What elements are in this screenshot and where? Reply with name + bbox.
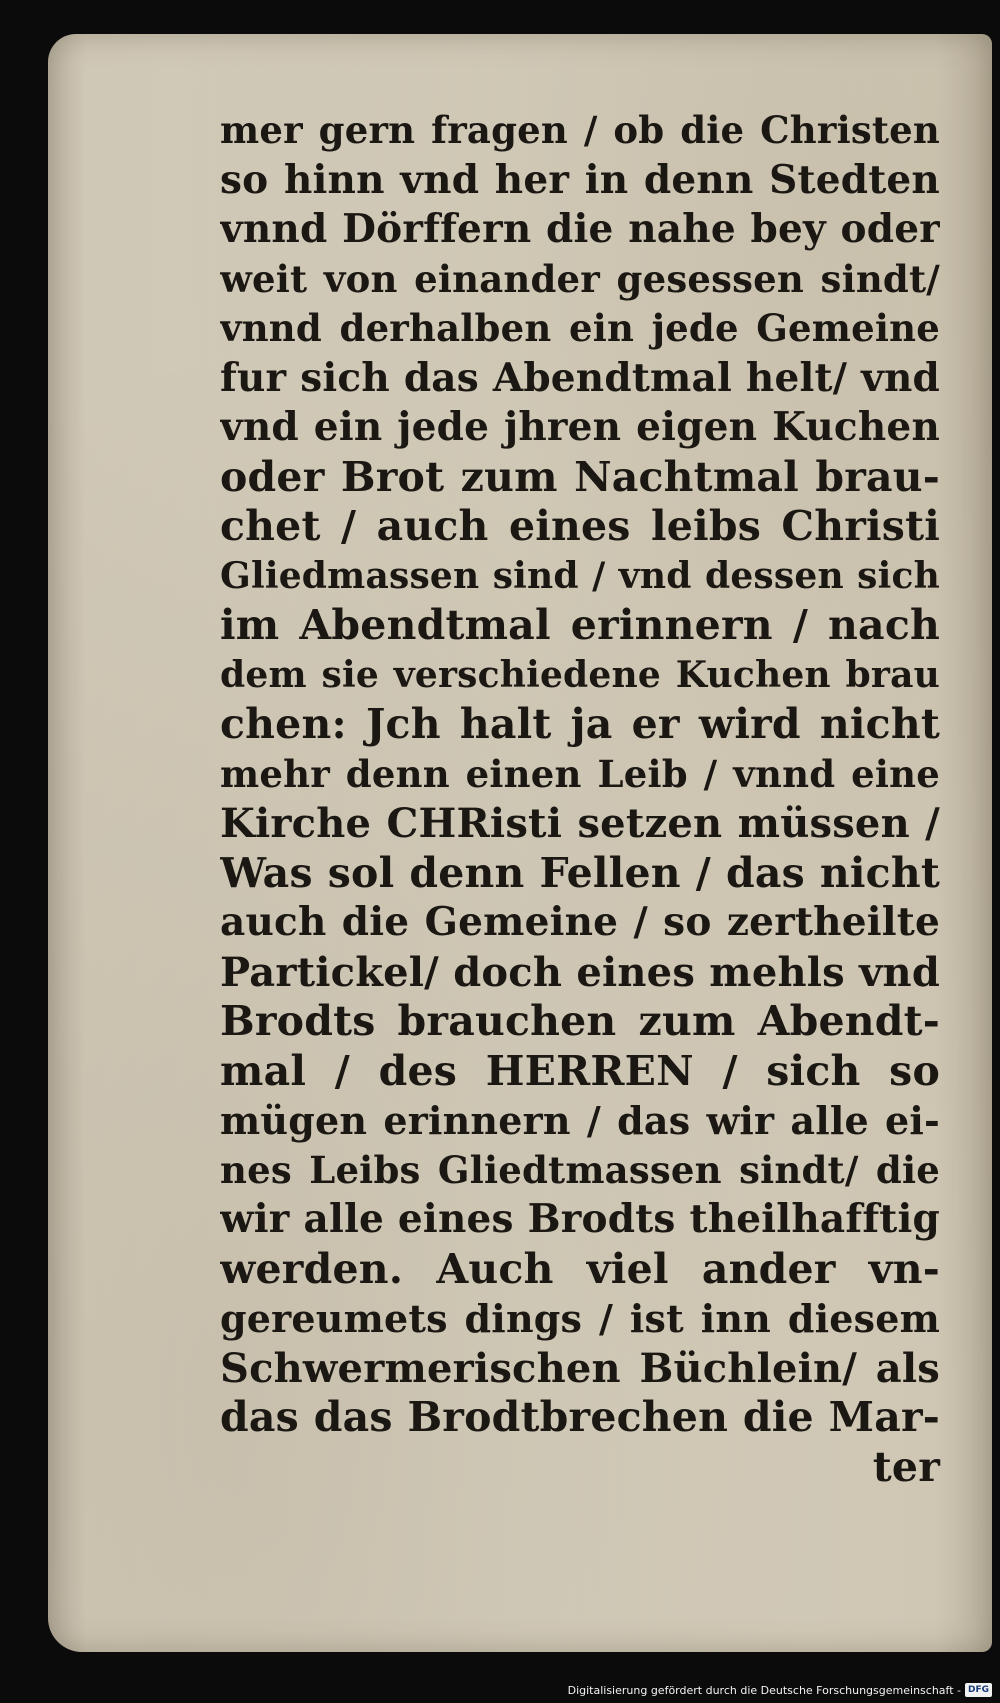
text-line: Partickel/ doch eines mehls vnd <box>220 948 940 996</box>
text-line: mügen erinnern / das wir alle ei- <box>220 1098 940 1143</box>
text-line: auch die Gemeine / so zertheilte <box>220 899 940 945</box>
text-line: dem sie verschiedene Kuchen brau <box>220 653 940 696</box>
text-line: Gliedmassen sind / vnd dessen sich <box>220 554 940 597</box>
text-line: chen: Jch halt ja er wird nicht <box>220 700 940 748</box>
text-line: vnnd Dörffern die nahe bey oder <box>220 206 940 252</box>
page-text <box>220 106 940 1492</box>
text-line: werden. Auch viel ander vn- <box>220 1244 940 1293</box>
text-line: gereumets dings / ist inn diesem <box>220 1296 940 1341</box>
book-page <box>48 34 992 1652</box>
text-line: chet / auch eines leibs Christi <box>220 502 940 550</box>
dfg-logo-icon: DFG <box>965 1683 992 1697</box>
text-line: Schwermerischen Büchlein/ als <box>220 1344 940 1392</box>
text-line: wir alle eines Brodts theilhafftig <box>220 1196 940 1242</box>
text-line: mer gern fragen / ob die Christen <box>220 108 940 152</box>
text-line: vnd ein jede jhren eigen Kuchen <box>220 404 940 450</box>
text-line: weit von einander gesessen sindt/ <box>220 256 940 301</box>
text-line: Was sol denn Fellen / das nicht <box>220 848 940 897</box>
catchword: ter <box>872 1442 940 1491</box>
funding-note: Digitalisierung gefördert durch die Deutsche Forschungsgemeinschaft - <box>567 1683 961 1697</box>
text-line: das das Brodtbrechen die Mar- <box>220 1393 940 1441</box>
text-line: fur sich das Abendtmal helt/ vnd <box>220 354 940 401</box>
text-line: mehr denn einen Leib / vnnd eine <box>220 751 940 796</box>
text-line: Brodts brauchen zum Abendt- <box>220 997 940 1045</box>
text-line: nes Leibs Gliedtmassen sindt/ die <box>220 1147 940 1192</box>
text-line: so hinn vnd her in denn Stedten <box>220 156 940 203</box>
text-line: Kirche CHRisti setzen müssen / <box>220 800 940 847</box>
text-line: mal / des HERREN / sich so <box>220 1046 940 1095</box>
text-line: vnnd derhalben ein jede Gemeine <box>220 306 940 350</box>
text-line: oder Brot zum Nachtmal brau- <box>220 452 940 501</box>
text-line: im Abendtmal erinnern / nach <box>220 601 940 649</box>
funding-footer <box>568 1681 992 1699</box>
